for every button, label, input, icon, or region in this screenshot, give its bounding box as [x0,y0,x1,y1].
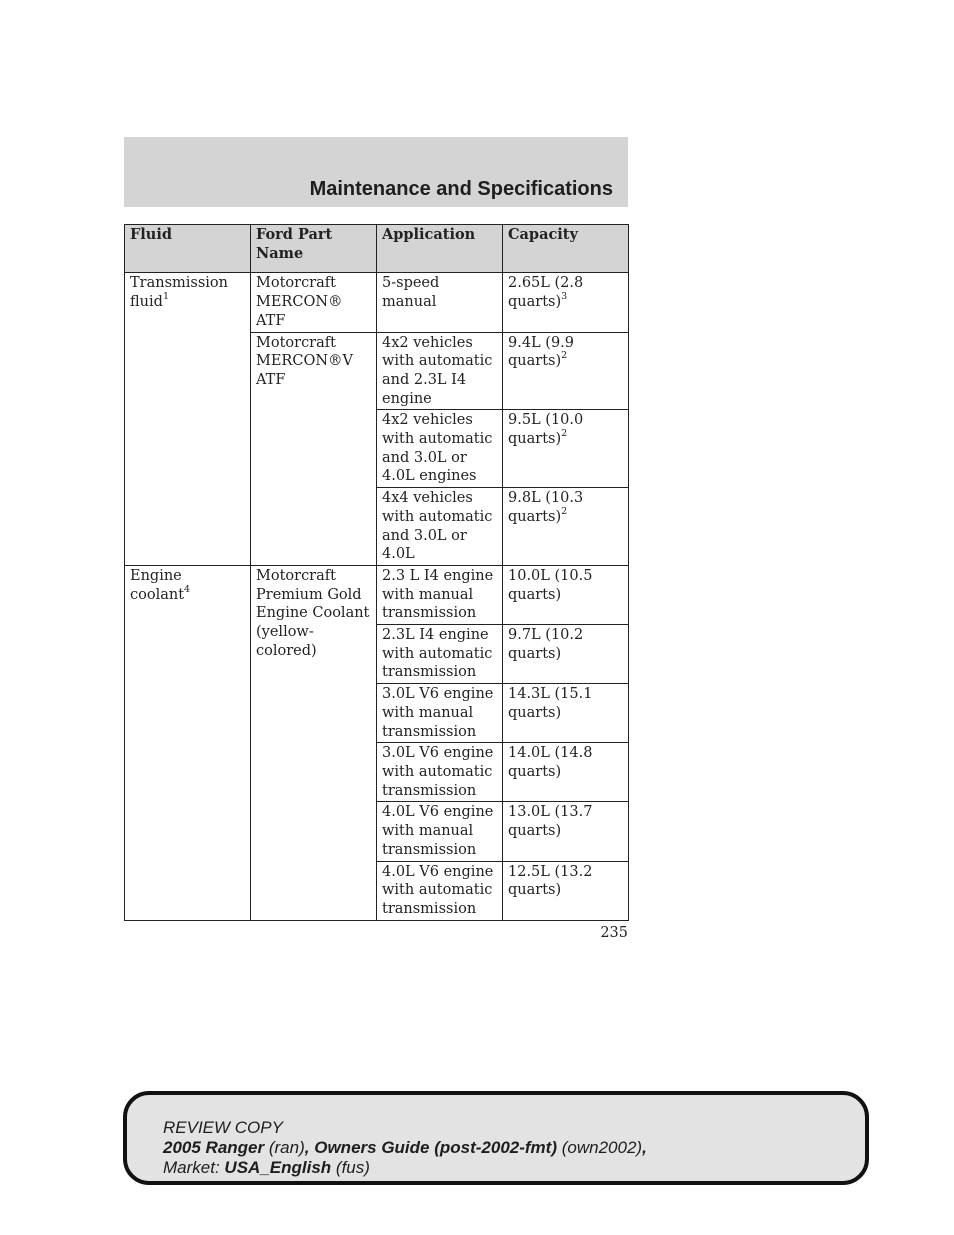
capacity-cell [503,488,629,566]
section-header-band [124,137,628,207]
header-application: Application [377,225,503,273]
part-name-cell: Motorcraft MERCON® ATF [251,273,377,332]
footer-guide-code: (own2002) [561,1138,643,1157]
capacity-cell: 13.0L (13.7 quarts) [503,802,629,861]
footnote-marker: 2 [561,350,568,362]
review-copy-footer [123,1091,869,1185]
fluid-name: Engine coolant [130,567,185,603]
capacity-value: 9.8L (10.3 quarts) [508,490,584,525]
capacity-cell [503,273,629,332]
footer-guide: Owners Guide (post-2002-fmt) [314,1138,557,1157]
footnote-marker: 1 [162,291,169,303]
fluid-capacity-table [124,224,629,921]
application-cell: 3.0L V6 engine with automatic transmission [377,743,503,802]
capacity-cell: 14.0L (14.8 quarts) [503,743,629,802]
application-cell: 4.0L V6 engine with automatic transmission [377,861,503,920]
capacity-cell: 14.3L (15.1 quarts) [503,684,629,743]
application-cell: 4x2 vehicles with automatic and 3.0L or 4.0L engines [377,410,503,488]
application-cell: 4x2 vehicles with automatic and 2.3L I4 engine [377,332,503,410]
footnote-marker: 4 [184,583,191,595]
capacity-value: 2.65L (2.8 quarts) [508,275,584,311]
header-part-name: Ford Part Name [251,225,377,273]
footnote-marker: 3 [561,291,568,303]
header-capacity: Capacity [503,225,629,273]
footer-separator: , [304,1138,310,1157]
footer-market-line [163,1158,647,1178]
footer-market: USA_English [224,1158,332,1177]
footer-market-label: Market: [163,1158,220,1177]
footer-market-code: (fus) [335,1158,370,1177]
footer-model: 2005 Ranger [163,1138,265,1157]
part-name-cell: Motorcraft Premium Gold Engine Coolant (yellow-colored) [251,565,377,920]
capacity-cell [503,410,629,488]
footer-text [163,1118,647,1178]
table-row [125,565,629,624]
section-title: Maintenance and Specifications [309,178,613,200]
application-cell: 2.3L I4 engine with automatic transmission [377,625,503,684]
application-cell: 5-speed manual [377,273,503,332]
application-cell: 4x4 vehicles with automatic and 3.0L or 4.0L [377,488,503,566]
capacity-cell: 10.0L (10.5 quarts) [503,565,629,624]
table-row [125,273,629,332]
application-cell: 3.0L V6 engine with manual transmission [377,684,503,743]
capacity-cell: 12.5L (13.2 quarts) [503,861,629,920]
footnote-marker: 2 [561,506,568,518]
fluid-name: Transmission fluid [130,275,229,311]
capacity-cell: 9.7L (10.2 quarts) [503,625,629,684]
footer-review-label: REVIEW COPY [163,1118,283,1137]
application-cell: 2.3 L I4 engine with manual transmission [377,565,503,624]
footer-guide-line [163,1138,647,1158]
footer-model-code: (ran) [268,1138,305,1157]
part-name-cell: Motorcraft MERCON®V ATF [251,332,377,565]
footer-separator: , [642,1138,647,1157]
header-fluid: Fluid [125,225,251,273]
fluid-cell-coolant [125,565,251,920]
page-number: 235 [600,925,628,941]
capacity-value: 9.5L (10.0 quarts) [508,412,584,448]
table-header-row [125,225,629,273]
capacity-value: 9.4L (9.9 quarts) [508,334,575,370]
footnote-marker: 2 [561,428,568,440]
application-cell: 4.0L V6 engine with manual transmission [377,802,503,861]
fluid-cell-transmission [125,273,251,566]
capacity-cell [503,332,629,410]
